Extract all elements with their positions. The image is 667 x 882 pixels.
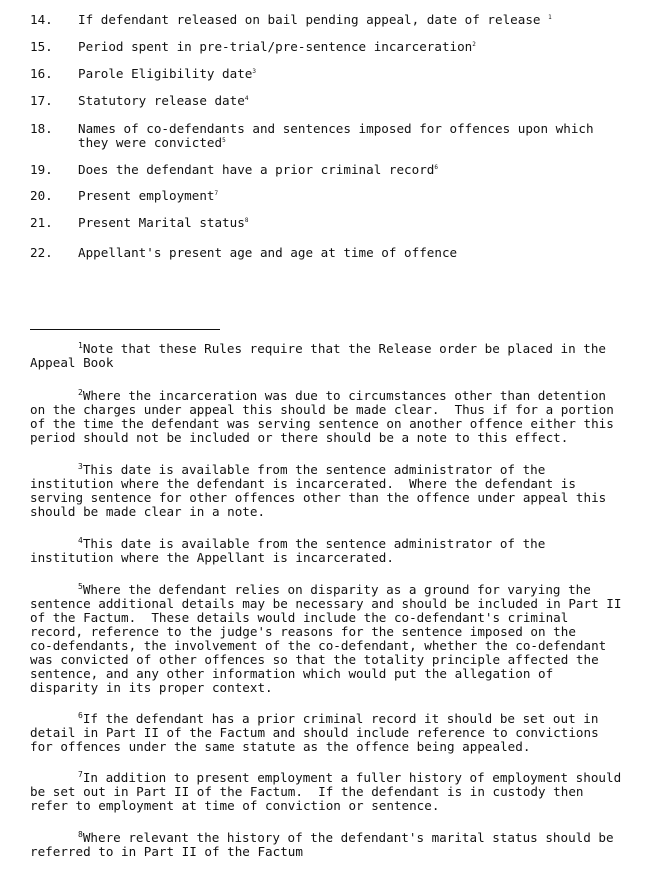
item-text: Present Marital status — [78, 215, 245, 230]
footnote-text: This date is available from the sentence administrator of the institution where the Appellant is incarcerated. — [30, 536, 546, 565]
item-number: 21. — [30, 215, 53, 230]
item-number: 22. — [30, 245, 53, 260]
footnote-text: In addition to present employment a fuller history of employment should be set out in Part II of the Factum. If the defendant is in custody then refer to employment at time of conviction or sentence. — [30, 770, 622, 813]
footnote-mark: 3 — [78, 461, 83, 471]
item-number: 19. — [30, 162, 53, 177]
footnote-ref[interactable]: 1 — [548, 13, 552, 21]
footnote-ref[interactable]: 7 — [214, 189, 219, 197]
item-number: 16. — [30, 66, 53, 81]
footnote-mark: 6 — [78, 710, 83, 720]
footnote-ref[interactable]: 2 — [472, 40, 476, 48]
footnote-mark: 1 — [78, 340, 83, 350]
footnote-mark: 7 — [78, 769, 83, 779]
footnote-ref[interactable]: 3 — [252, 67, 257, 75]
footnote-ref[interactable]: 6 — [434, 163, 438, 171]
footnote-text: Note that these Rules require that the Release order be placed in the Appeal Book — [30, 341, 606, 370]
footnote-mark: 4 — [78, 535, 83, 545]
item-text: Does the defendant have a prior criminal record — [78, 162, 435, 177]
item-text: Appellant's present age and age at time of offence — [78, 245, 458, 260]
footnote-ref[interactable]: 5 — [222, 136, 226, 144]
footnote-mark: 5 — [78, 581, 83, 591]
item-number: 20. — [30, 188, 53, 203]
footnote-text: Where the defendant relies on disparity as a ground for varying the sentence additional details may be necessary and should be included in Part II of the Factum. These details would include the co-defendant's criminal record, reference to the judge's reasons for the sentence imposed on the co-defendants, the involvement of the co-defendant, whether the co-defendant was convicted of other offences so that the totality principle affected the sentence, and any other information which would put the allegation of disparity in its proper context. — [30, 582, 622, 695]
item-text: Parole Eligibility date — [78, 66, 253, 81]
footnote-2 — [30, 389, 638, 445]
footnote-8 — [30, 831, 638, 859]
item-number: 14. — [30, 12, 53, 27]
footnote-mark: 8 — [78, 829, 83, 839]
footnote-text: This date is available from the sentence administrator of the institution where the defendant is incarcerated. Where the defendant is serving sentence for other offences other than the offence under appeal this should be made clear in a note. — [30, 462, 607, 519]
footnote-5 — [30, 583, 638, 695]
footnote-4 — [30, 537, 638, 565]
footnote-mark: 2 — [78, 387, 83, 397]
footnote-ref[interactable]: 4 — [244, 94, 249, 102]
footnote-text: If the defendant has a prior criminal record it should be set out in detail in Part II of the Factum and should include reference to convictions for offences under the same statute as the offence being appealed. — [30, 711, 599, 754]
footnote-3 — [30, 463, 638, 519]
footnote-7 — [30, 771, 638, 813]
item-number: 17. — [30, 93, 53, 108]
item-text: Present employment — [78, 188, 215, 203]
footnote-6 — [30, 712, 638, 754]
footnote-text: Where the incarceration was due to circumstances other than detention on the charges under appeal this should be made clear. Thus if for a portion of the time the defendant was serving sentence on another offence either this period should not be included or there should be a note to this effect. — [30, 388, 614, 445]
footnote-1 — [30, 342, 638, 370]
footnote-ref[interactable]: 8 — [244, 216, 249, 224]
footnote-text: Where relevant the history of the defendant's marital status should be referred to in Part II of the Factum — [30, 830, 614, 859]
item-text: If defendant released on bail pending appeal, date of release — [78, 12, 541, 27]
item-number: 18. — [30, 121, 53, 136]
footnote-divider — [30, 329, 220, 330]
item-number: 15. — [30, 39, 53, 54]
item-text: Names of co-defendants and sentences imposed for offences upon which they were convicted — [78, 121, 594, 150]
item-text: Period spent in pre-trial/pre-sentence incarceration — [78, 39, 473, 54]
item-text: Statutory release date — [78, 93, 245, 108]
